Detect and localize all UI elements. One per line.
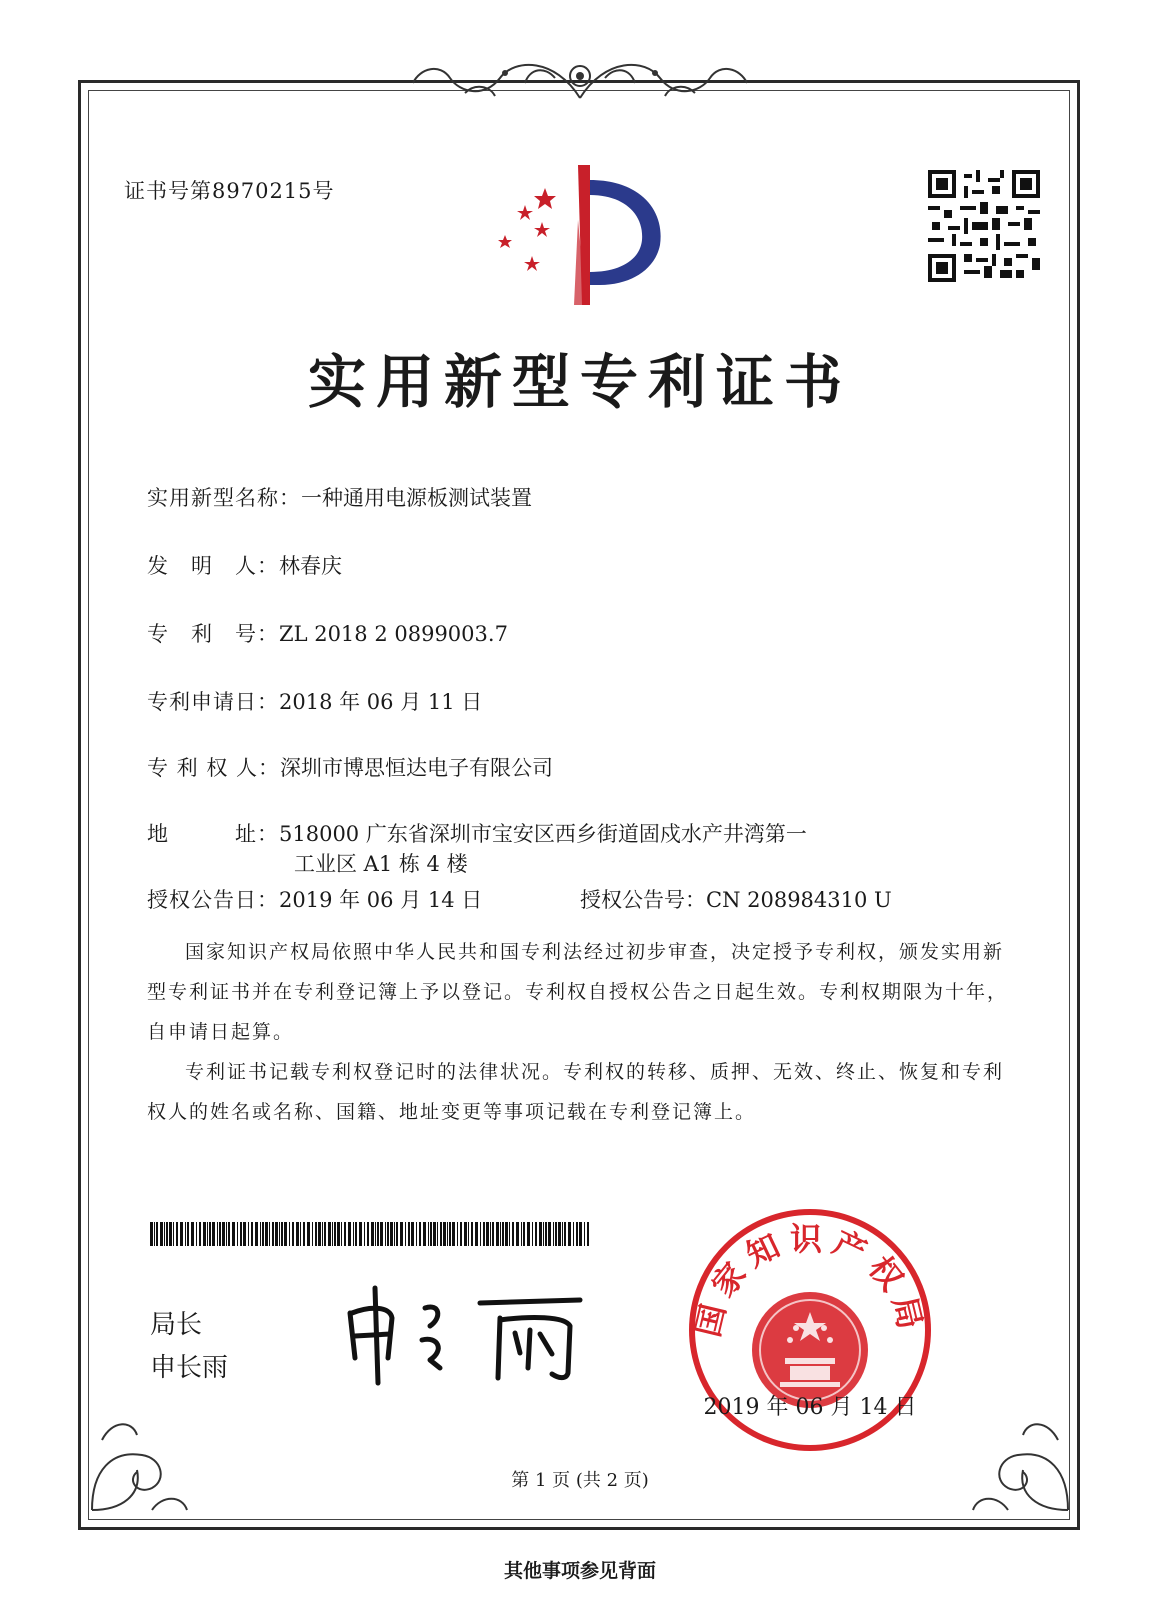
- field-label: 地 址：: [147, 822, 279, 846]
- barcode-bar: [275, 1222, 278, 1246]
- field-value: 林春庆: [279, 554, 342, 578]
- barcode-bar: [173, 1222, 174, 1246]
- barcode-bar: [483, 1222, 485, 1246]
- barcode-bar: [430, 1222, 432, 1246]
- paragraph-grant-statement: 国家知识产权局依照中华人民共和国专利法经过初步审查，决定授予专利权，颁发实用新型专利证书并在专利登记簿上予以登记。专利权自授权公告之日起生效。专利权期限为十年，自申请日起算。: [147, 941, 1009, 1043]
- field-inventor: [147, 550, 342, 580]
- barcode-bar: [315, 1222, 317, 1246]
- barcode-bar: [237, 1222, 238, 1246]
- barcode-bar: [307, 1222, 310, 1246]
- barcode-bar: [300, 1222, 301, 1246]
- barcode-bar: [154, 1222, 155, 1246]
- barcode-bar: [423, 1222, 426, 1246]
- barcode-bar: [355, 1222, 357, 1246]
- barcode-bar: [437, 1222, 438, 1246]
- field-grant-date: [147, 884, 482, 914]
- barcode-bar: [150, 1222, 153, 1246]
- barcode-bar: [176, 1222, 178, 1246]
- field-label: 发 明 人：: [147, 554, 279, 578]
- barcode-bar: [502, 1222, 504, 1246]
- bottom-right-ornament: [968, 1400, 1078, 1520]
- footer-note: 其他事项参见背面: [503, 1560, 656, 1582]
- barcode-bar: [562, 1222, 563, 1246]
- barcode-bar: [521, 1222, 522, 1246]
- director-signature: [330, 1278, 600, 1388]
- barcode-bar: [337, 1222, 340, 1246]
- certificate-title: 实用新型专利证书: [307, 348, 852, 416]
- barcode-bar: [353, 1222, 354, 1246]
- barcode-bar: [243, 1222, 246, 1246]
- field-label: 实用新型名称：: [147, 486, 301, 510]
- barcode-bar: [390, 1222, 393, 1246]
- barcode-bar: [576, 1222, 578, 1246]
- field-value: 2018 年 06 月 11 日: [279, 690, 483, 714]
- barcode-bar: [289, 1222, 290, 1246]
- barcode-bar: [564, 1222, 566, 1246]
- barcode-bar: [217, 1222, 218, 1246]
- barcode-bar: [509, 1222, 510, 1246]
- barcode-bar: [251, 1222, 253, 1246]
- barcode-bar: [492, 1222, 494, 1246]
- barcode-bar: [322, 1222, 323, 1246]
- field-value: 2019 年 06 月 14 日: [279, 888, 483, 912]
- barcode-bar: [203, 1222, 206, 1246]
- barcode-bar: [312, 1222, 313, 1246]
- field-value: ZL 2018 2 0899003.7: [279, 622, 508, 646]
- barcode-bar: [281, 1222, 283, 1246]
- barcode-bar: [555, 1222, 557, 1246]
- field-label: 授权公告日：: [147, 888, 279, 912]
- barcode-bar: [296, 1222, 299, 1246]
- barcode-bar: [156, 1222, 158, 1246]
- paragraph-legal-status: 专利证书记载专利权登记时的法律状况。专利权的转移、质押、无效、终止、恢复和专利权人的姓名或名称、国籍、地址变更等事项记载在专利登记簿上。: [147, 1061, 1005, 1123]
- barcode-bar: [411, 1222, 414, 1246]
- barcode-bar: [480, 1222, 481, 1246]
- barcode-bar: [228, 1222, 230, 1246]
- barcode-bar: [400, 1222, 403, 1246]
- barcode-bar: [272, 1222, 274, 1246]
- barcode-bar: [318, 1222, 321, 1246]
- field-patent-no: [147, 618, 508, 648]
- field-utility-name: [147, 482, 532, 512]
- barcode-bar: [548, 1222, 551, 1246]
- barcode-bar: [240, 1222, 242, 1246]
- barcode-bar: [269, 1222, 270, 1246]
- barcode-bar: [199, 1222, 201, 1246]
- field-value: 518000 广东省深圳市宝安区西乡街道固戍水产井湾第一: [279, 822, 807, 846]
- barcode-bar: [209, 1222, 211, 1246]
- barcode-bar: [419, 1222, 421, 1246]
- field-patentee: [147, 752, 553, 782]
- barcode-bar: [255, 1222, 258, 1246]
- barcode-bar: [523, 1222, 525, 1246]
- barcode-bar: [377, 1222, 379, 1246]
- barcode-bar: [568, 1222, 571, 1246]
- barcode-bar: [380, 1222, 383, 1246]
- barcode-bar: [396, 1222, 398, 1246]
- barcode-bar: [443, 1222, 446, 1246]
- barcode-bar: [359, 1222, 362, 1246]
- barcode-bar: [341, 1222, 342, 1246]
- barcode-bar: [332, 1222, 333, 1246]
- field-value: CN 208984310 U: [706, 888, 892, 912]
- field-label: 专 利 号：: [147, 622, 279, 646]
- barcode-bar: [385, 1222, 386, 1246]
- barcode-bar: [535, 1222, 537, 1246]
- barcode-bar: [440, 1222, 442, 1246]
- barcode-bar: [394, 1222, 395, 1246]
- barcode-bar: [539, 1222, 542, 1246]
- official-seal-icon: [680, 1200, 940, 1460]
- field-label: 授权公告号：: [580, 888, 706, 912]
- qr-code-icon: [928, 170, 1040, 282]
- barcode-bar: [219, 1222, 221, 1246]
- barcode-bar: [348, 1222, 351, 1246]
- cnipa-logo-icon: [490, 160, 670, 310]
- barcode-icon: [150, 1222, 590, 1246]
- barcode-bar: [471, 1222, 473, 1246]
- top-ornament: [405, 48, 755, 110]
- barcode-bar: [191, 1222, 194, 1246]
- barcode-bar: [543, 1222, 544, 1246]
- barcode-bar: [260, 1222, 261, 1246]
- barcode-bar: [344, 1222, 346, 1246]
- address-line-2: 工业区 A1 栋 4 楼: [294, 852, 468, 876]
- barcode-bar: [265, 1222, 268, 1246]
- barcode-bar: [584, 1222, 585, 1246]
- barcode-bar: [516, 1222, 519, 1246]
- field-address: [147, 818, 807, 848]
- barcode-bar: [164, 1222, 165, 1246]
- barcode-bar: [464, 1222, 467, 1246]
- barcode-bar: [408, 1222, 410, 1246]
- barcode-bar: [500, 1222, 501, 1246]
- barcode-bar: [371, 1222, 374, 1246]
- barcode-bar: [324, 1222, 326, 1246]
- barcode-bar: [475, 1222, 478, 1246]
- field-value: 深圳市博思恒达电子有限公司: [280, 756, 554, 780]
- barcode-bar: [527, 1222, 530, 1246]
- barcode-bar: [187, 1222, 189, 1246]
- barcode-bar: [367, 1222, 369, 1246]
- barcode-bar: [486, 1222, 489, 1246]
- barcode-bar: [416, 1222, 417, 1246]
- field-filing-date: [147, 686, 482, 716]
- barcode-bar: [292, 1222, 294, 1246]
- barcode-bar: [387, 1222, 389, 1246]
- barcode-bar: [328, 1222, 331, 1246]
- barcode-bar: [180, 1222, 183, 1246]
- barcode-bar: [452, 1222, 455, 1246]
- barcode-bar: [207, 1222, 208, 1246]
- field-label: 专 利 权 人：: [147, 756, 281, 780]
- barcode-bar: [284, 1222, 287, 1246]
- barcode-bar: [334, 1222, 336, 1246]
- barcode-bar: [169, 1222, 172, 1246]
- barcode-bar: [449, 1222, 451, 1246]
- seal-text: 国家知识产权局: [688, 1220, 932, 1341]
- field-grant-no: [580, 884, 892, 914]
- barcode-bar: [226, 1222, 227, 1246]
- barcode-bar: [587, 1222, 589, 1246]
- bottom-left-ornament: [82, 1400, 192, 1520]
- barcode-bar: [433, 1222, 436, 1246]
- barcode-bar: [166, 1222, 168, 1246]
- field-label: 专利申请日：: [147, 690, 279, 714]
- barcode-bar: [222, 1222, 225, 1246]
- barcode-bar: [279, 1222, 280, 1246]
- barcode-bar: [490, 1222, 491, 1246]
- barcode-bar: [303, 1222, 305, 1246]
- field-value: 一种通用电源板测试装置: [301, 486, 532, 510]
- barcode-bar: [512, 1222, 514, 1246]
- director-name: 申长雨: [150, 1353, 229, 1383]
- barcode-bar: [185, 1222, 186, 1246]
- barcode-bar: [262, 1222, 264, 1246]
- barcode-bar: [248, 1222, 249, 1246]
- barcode-bar: [428, 1222, 429, 1246]
- barcode-bar: [212, 1222, 215, 1246]
- barcode-bar: [405, 1222, 406, 1246]
- barcode-bar: [579, 1222, 582, 1246]
- barcode-bar: [496, 1222, 499, 1246]
- barcode-bar: [196, 1222, 197, 1246]
- barcode-bar: [468, 1222, 469, 1246]
- barcode-bar: [160, 1222, 163, 1246]
- barcode-bar: [375, 1222, 376, 1246]
- barcode-bar: [460, 1222, 462, 1246]
- barcode-bar: [558, 1222, 561, 1246]
- barcode-bar: [573, 1222, 574, 1246]
- barcode-bar: [553, 1222, 554, 1246]
- certificate-number: 证书号第8970215号: [124, 179, 335, 203]
- director-title: 局长: [150, 1310, 203, 1340]
- barcode-bar: [364, 1222, 365, 1246]
- barcode-bar: [447, 1222, 448, 1246]
- seal-date: 2019 年 06 月 14 日: [703, 1395, 917, 1420]
- barcode-bar: [532, 1222, 533, 1246]
- barcode-bar: [505, 1222, 508, 1246]
- page-number: 第 1 页 (共 2 页): [511, 1470, 649, 1491]
- barcode-bar: [457, 1222, 458, 1246]
- barcode-bar: [232, 1222, 235, 1246]
- barcode-bar: [545, 1222, 547, 1246]
